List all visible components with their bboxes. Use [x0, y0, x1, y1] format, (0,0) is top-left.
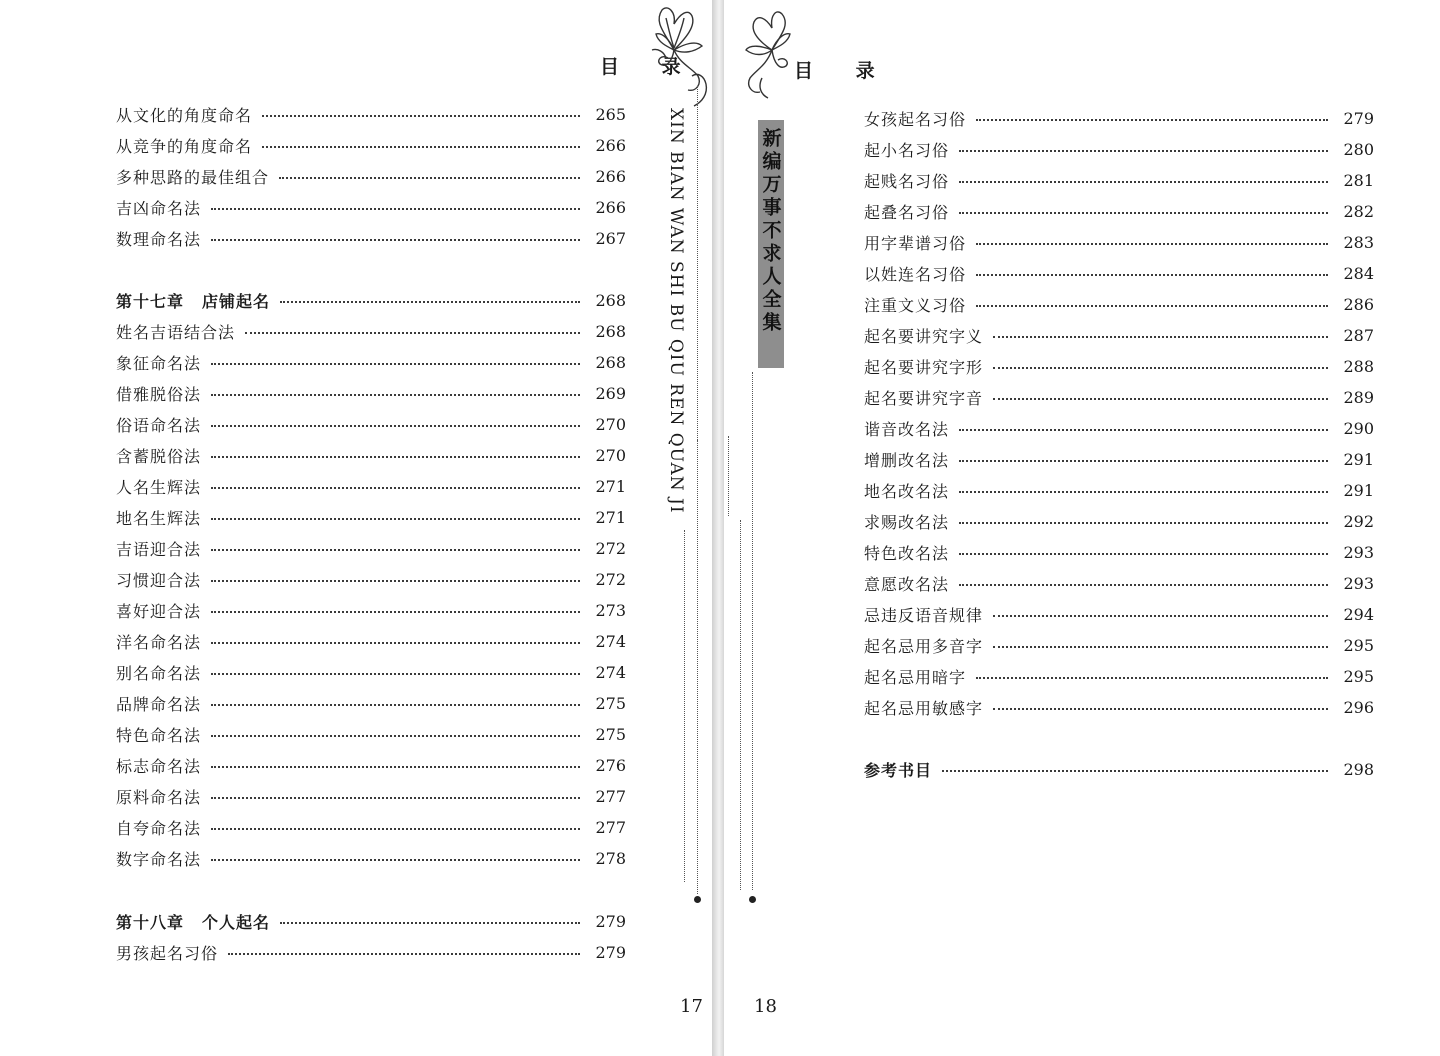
- dot-leader: [211, 208, 580, 210]
- toc-entry: [116, 567, 626, 591]
- entry-label: 从竞争的角度命名: [116, 136, 253, 156]
- chapter-number: 第十八章: [116, 912, 185, 932]
- decorative-line-left-upper: [697, 86, 698, 442]
- dot-leader: [976, 677, 1328, 679]
- toc-entry: [116, 784, 626, 808]
- entry-label: 起叠名习俗: [864, 202, 950, 222]
- dot-leader: [976, 243, 1328, 245]
- entry-page-number: 267: [595, 228, 626, 248]
- toc-entry: [864, 695, 1374, 719]
- entry-page-number: 274: [595, 662, 626, 682]
- entry-page-number: 266: [595, 135, 626, 155]
- toc-entry: [116, 598, 626, 622]
- entry-page-number: 277: [595, 817, 626, 837]
- dot-leader: [211, 456, 580, 458]
- page-number-right: 18: [754, 996, 777, 1017]
- entry-page-number: 294: [1343, 604, 1374, 624]
- entry-page-number: 265: [595, 104, 626, 124]
- toc-entry: [864, 602, 1374, 626]
- entry-label: 注重文义习俗: [864, 295, 967, 315]
- book-title-vertical: 新编万事不求人全集: [758, 120, 784, 368]
- toc-chapter-entry: [116, 909, 626, 933]
- toc-entry: [116, 629, 626, 653]
- entry-label: 多种思路的最佳组合: [116, 167, 270, 187]
- line-end-dot-right: [749, 896, 756, 903]
- entry-page-number: 271: [595, 507, 626, 527]
- entry-page-number: 271: [595, 476, 626, 496]
- entry-label: 女孩起名习俗: [864, 109, 967, 129]
- entry-label: 忌违反语音规律: [864, 605, 984, 625]
- entry-label: 人名生辉法: [116, 477, 202, 497]
- entry-page-number: 276: [595, 755, 626, 775]
- dot-leader: [959, 212, 1328, 214]
- entry-label: 特色改名法: [864, 543, 950, 563]
- entry-page-number: 275: [595, 693, 626, 713]
- entry-label: 地名生辉法: [116, 508, 202, 528]
- decorative-line-left-mid: [684, 530, 685, 882]
- entry-page-number: 286: [1343, 294, 1374, 314]
- entry-page-number: 279: [595, 942, 626, 962]
- dot-leader: [959, 522, 1328, 524]
- dot-leader: [245, 332, 580, 334]
- toc-entry: [116, 164, 626, 188]
- entry-label: 姓名吉语结合法: [116, 322, 236, 342]
- entry-page-number: 278: [595, 848, 626, 868]
- entry-page-number: 292: [1343, 511, 1374, 531]
- dot-leader: [211, 797, 580, 799]
- entry-label: 意愿改名法: [864, 574, 950, 594]
- entry-label: 起小名习俗: [864, 140, 950, 160]
- entry-page-number: 279: [1343, 108, 1374, 128]
- toc-entry: [116, 846, 626, 870]
- dot-leader: [959, 460, 1328, 462]
- dot-leader: [959, 584, 1328, 586]
- entry-page-number: 295: [1343, 666, 1374, 686]
- dot-leader: [211, 828, 580, 830]
- toc-entry: [116, 660, 626, 684]
- entry-label: 特色命名法: [116, 725, 202, 745]
- entry-page-number: 284: [1343, 263, 1374, 283]
- dot-leader: [959, 491, 1328, 493]
- toc-entry: [116, 226, 626, 250]
- entry-label: 起名要讲究字音: [864, 388, 984, 408]
- dot-leader: [211, 518, 580, 520]
- toc-entry: [116, 412, 626, 436]
- dot-leader: [993, 336, 1328, 338]
- decorative-line-right-mid: [740, 520, 741, 890]
- entry-label: 别名命名法: [116, 663, 202, 683]
- entry-label: 起名忌用敏感字: [864, 698, 984, 718]
- entry-page-number: 268: [595, 352, 626, 372]
- entry-label: 参考书目: [864, 760, 933, 780]
- dot-leader: [211, 549, 580, 551]
- dot-leader: [959, 429, 1328, 431]
- entry-label: 自夸命名法: [116, 818, 202, 838]
- toc-entry: [864, 571, 1374, 595]
- dot-leader: [228, 953, 580, 955]
- toc-entry: [116, 381, 626, 405]
- dot-leader: [993, 708, 1328, 710]
- entry-label: 谐音改名法: [864, 419, 950, 439]
- entry-page-number: 272: [595, 538, 626, 558]
- entry-page-number: 291: [1343, 449, 1374, 469]
- page-number-left: 17: [680, 996, 703, 1017]
- chapter-title: 店铺起名: [202, 291, 271, 311]
- entry-label: 求赐改名法: [864, 512, 950, 532]
- entry-page-number: 281: [1343, 170, 1374, 190]
- toc-entry: [864, 137, 1374, 161]
- entry-label: 从文化的角度命名: [116, 105, 253, 125]
- dot-leader: [993, 367, 1328, 369]
- entry-label: 男孩起名习俗: [116, 943, 219, 963]
- chapter-label: [116, 910, 270, 933]
- toc-entry: [116, 536, 626, 560]
- dot-leader: [211, 642, 580, 644]
- entry-page-number: 270: [595, 445, 626, 465]
- toc-entry: [116, 319, 626, 343]
- toc-entry: [116, 350, 626, 374]
- entry-label: 吉语迎合法: [116, 539, 202, 559]
- toc-entry: [864, 106, 1374, 130]
- entry-page-number: 290: [1343, 418, 1374, 438]
- dot-leader: [211, 580, 580, 582]
- toc-entry: [864, 385, 1374, 409]
- toc-entry: [116, 505, 626, 529]
- toc-entry: [116, 443, 626, 467]
- entry-page-number: 287: [1343, 325, 1374, 345]
- dot-leader: [279, 177, 580, 179]
- toc-entry: [116, 815, 626, 839]
- entry-label: 含蓄脱俗法: [116, 446, 202, 466]
- chapter-title: 个人起名: [202, 912, 271, 932]
- entry-label: 起贱名习俗: [864, 171, 950, 191]
- entry-page-number: 279: [595, 911, 626, 931]
- entry-page-number: 274: [595, 631, 626, 651]
- entry-page-number: 273: [595, 600, 626, 620]
- dot-leader: [211, 363, 580, 365]
- entry-label: 原料命名法: [116, 787, 202, 807]
- entry-page-number: 268: [595, 290, 626, 310]
- dot-leader: [959, 150, 1328, 152]
- toc-entry: [864, 230, 1374, 254]
- chapter-label: [116, 289, 270, 312]
- entry-page-number: 298: [1343, 759, 1374, 779]
- entry-page-number: 266: [595, 166, 626, 186]
- entry-label: 用字辈谱习俗: [864, 233, 967, 253]
- entry-page-number: 289: [1343, 387, 1374, 407]
- toc-entry: [864, 478, 1374, 502]
- toc-entry: [864, 354, 1374, 378]
- toc-entry: [864, 540, 1374, 564]
- entry-page-number: 293: [1343, 542, 1374, 562]
- entry-label: 起名要讲究字义: [864, 326, 984, 346]
- toc-entry: [864, 664, 1374, 688]
- dot-leader: [959, 181, 1328, 183]
- entry-page-number: 293: [1343, 573, 1374, 593]
- entry-label: 起名忌用多音字: [864, 636, 984, 656]
- dot-leader: [211, 673, 580, 675]
- dot-leader: [280, 922, 580, 924]
- dot-leader: [211, 239, 580, 241]
- dot-leader: [262, 146, 580, 148]
- toc-entry: [864, 292, 1374, 316]
- toc-entry: [116, 102, 626, 126]
- toc-entry: [864, 509, 1374, 533]
- entry-page-number: 268: [595, 321, 626, 341]
- dot-leader: [211, 735, 580, 737]
- book-spine: [712, 0, 724, 1056]
- dot-leader: [211, 425, 580, 427]
- line-end-dot-left: [694, 896, 701, 903]
- entry-page-number: 269: [595, 383, 626, 403]
- entry-page-number: 266: [595, 197, 626, 217]
- dot-leader: [211, 704, 580, 706]
- pinyin-vertical-title: XIN BIAN WAN SHI BU QIU REN QUAN JI: [666, 108, 686, 514]
- entry-label: 洋名命名法: [116, 632, 202, 652]
- entry-label: 习惯迎合法: [116, 570, 202, 590]
- dot-leader: [993, 615, 1328, 617]
- dot-leader: [942, 770, 1328, 772]
- dot-leader: [211, 487, 580, 489]
- entry-label: 象征命名法: [116, 353, 202, 373]
- entry-label: 品牌命名法: [116, 694, 202, 714]
- entry-page-number: 275: [595, 724, 626, 744]
- dot-leader: [976, 119, 1328, 121]
- toc-entry: [116, 753, 626, 777]
- entry-page-number: 277: [595, 786, 626, 806]
- entry-label: 地名改名法: [864, 481, 950, 501]
- dot-leader: [211, 766, 580, 768]
- entry-page-number: 270: [595, 414, 626, 434]
- entry-page-number: 288: [1343, 356, 1374, 376]
- entry-page-number: 296: [1343, 697, 1374, 717]
- toc-entry: [116, 691, 626, 715]
- entry-label: 俗语命名法: [116, 415, 202, 435]
- butterfly-ornament-left-icon: [636, 2, 712, 110]
- dot-leader: [976, 274, 1328, 276]
- toc-entry: [116, 722, 626, 746]
- decorative-line-left-lower: [697, 440, 698, 894]
- entry-label: 数理命名法: [116, 229, 202, 249]
- toc-entry: [864, 323, 1374, 347]
- entry-label: 喜好迎合法: [116, 601, 202, 621]
- toc-entry: [116, 133, 626, 157]
- entry-page-number: 280: [1343, 139, 1374, 159]
- chapter-number: 第十七章: [116, 291, 185, 311]
- toc-entry: [864, 447, 1374, 471]
- entry-label: 以姓连名习俗: [864, 264, 967, 284]
- toc-chapter-entry: [116, 288, 626, 312]
- entry-label: 标志命名法: [116, 756, 202, 776]
- toc-list-left: [116, 102, 626, 972]
- dot-leader: [993, 646, 1328, 648]
- dot-leader: [993, 398, 1328, 400]
- right-page: [724, 0, 1440, 1056]
- dot-leader: [211, 611, 580, 613]
- toc-entry: [116, 474, 626, 498]
- toc-list-right: [864, 106, 1374, 786]
- dot-leader: [211, 859, 580, 861]
- left-page: [0, 0, 712, 1056]
- toc-entry: [864, 199, 1374, 223]
- toc-entry: [864, 168, 1374, 192]
- decorative-line-right-upper: [728, 436, 729, 516]
- dot-leader: [211, 394, 580, 396]
- entry-page-number: 291: [1343, 480, 1374, 500]
- entry-label: 吉凶命名法: [116, 198, 202, 218]
- toc-entry: [116, 940, 626, 964]
- toc-entry: [864, 416, 1374, 440]
- entry-page-number: 272: [595, 569, 626, 589]
- entry-label: 起名要讲究字形: [864, 357, 984, 377]
- toc-heading-left: 目 录: [600, 56, 699, 78]
- dot-leader: [280, 301, 580, 303]
- entry-label: 起名忌用暗字: [864, 667, 967, 687]
- dot-leader: [976, 305, 1328, 307]
- entry-page-number: 295: [1343, 635, 1374, 655]
- entry-page-number: 282: [1343, 201, 1374, 221]
- toc-heading-right: 目 录: [794, 60, 893, 82]
- decorative-line-right-lower: [752, 372, 753, 890]
- entry-label: 增删改名法: [864, 450, 950, 470]
- dot-leader: [262, 115, 580, 117]
- entry-label: 数字命名法: [116, 849, 202, 869]
- toc-entry: [864, 633, 1374, 657]
- toc-entry: [864, 261, 1374, 285]
- toc-entry: [864, 757, 1374, 781]
- entry-label: 借雅脱俗法: [116, 384, 202, 404]
- entry-page-number: 283: [1343, 232, 1374, 252]
- toc-entry: [116, 195, 626, 219]
- dot-leader: [959, 553, 1328, 555]
